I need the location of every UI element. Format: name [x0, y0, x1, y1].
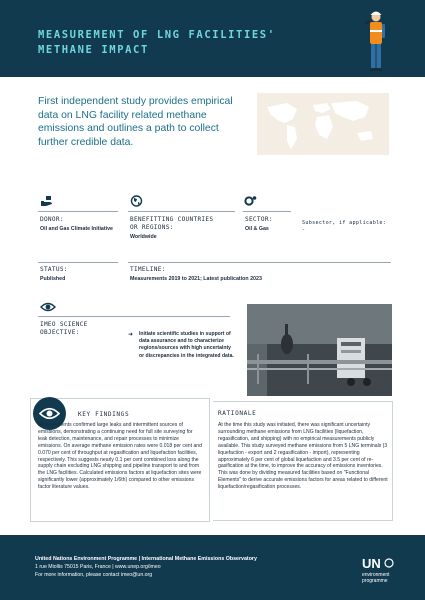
lng-facility-photo — [247, 304, 392, 396]
sector-label: SECTOR: — [245, 216, 273, 223]
donor-label: DONOR: — [40, 216, 64, 223]
divider — [243, 211, 291, 212]
footer-organization: United Nations Environment Programme | International Methane Emissions Observatory — [35, 556, 257, 562]
subsector-label: Subsector, if applicable: — [302, 220, 387, 226]
divider — [38, 262, 118, 263]
benefitting-label — [130, 216, 213, 232]
page-title-line-2: METHANE IMPACT — [38, 44, 149, 56]
divider — [38, 211, 118, 212]
eye-icon — [40, 301, 56, 313]
world-map-icon — [257, 93, 389, 155]
donor-value: Oil and Gas Climate Initiative — [40, 226, 114, 232]
benefitting-label-line-1: BENEFITTING COUNTRIES — [130, 216, 214, 223]
benefitting-value: Worldwide — [130, 234, 157, 240]
status-label: STATUS: — [40, 266, 68, 273]
sector-value: Oil & Gas — [245, 226, 269, 232]
sector-gears-icon — [244, 195, 257, 207]
footer-contact: For more information, please contact imeo@un.org — [35, 572, 153, 578]
worker-illustration-icon — [362, 8, 390, 74]
subsector-value: - — [302, 227, 306, 233]
key-findings-text: Measurements confirmed large leaks and intermittent sources of emissions, demonstrating a continuing need for full site surveying for leak detection, maintenance, and repair processes to minimize emissions. On average methane emission rates were 0.018 per cent and 0.070 per cent of throughput at regasification and liquefaction facilities, respectively. This suggests nearly 0.1 per cent combined loss along the supply chain excluding LNG shipping and pipeline transport to and from the LNG facilities. Calculated emissions factors at liquefaction sites were significantly lower (approximately 1/6th) compared to other emissions factor literature values. — [38, 422, 202, 491]
page-title-line-1: MEASUREMENT OF LNG FACILITIES' — [38, 29, 276, 41]
rationale-title: RATIONALE — [218, 410, 257, 417]
timeline-value: Measurements 2019 to 2021; Latest publication 2023 — [130, 276, 262, 282]
unep-logo-un: UN — [362, 556, 381, 571]
benefitting-label-line-2: OR REGIONS: — [130, 224, 174, 231]
globe-icon — [130, 195, 143, 207]
arrow-right-icon: ➜ — [128, 332, 134, 338]
key-findings-title: KEY FINDINGS — [78, 411, 130, 418]
objective-label-line-2: OBJECTIVE: — [40, 329, 80, 336]
unep-logo-icon — [362, 555, 398, 585]
page-title — [38, 28, 338, 58]
unep-logo-programme: programme — [362, 578, 388, 584]
timeline-label: TIMELINE: — [130, 266, 166, 273]
objective-label — [40, 321, 88, 337]
unep-logo-environment: environment — [362, 572, 390, 578]
divider — [128, 262, 391, 263]
footer-address: 1 rue Miollis 75015 Paris, France | www.unep.org/imeo — [35, 564, 161, 570]
status-value: Published — [40, 276, 66, 282]
divider — [128, 211, 235, 212]
objective-label-line-1: IMEO SCIENCE — [40, 321, 88, 328]
intro-statement: First independent study provides empirical data on LNG facility related methane emissions and outlines a path to collect further credible data. — [38, 96, 233, 148]
eye-icon — [39, 406, 60, 421]
donor-hand-icon — [40, 195, 53, 207]
objective-text: Initiate scientific studies in support of data assurance and to characterize regions/sources with high uncertainty or discrepancies in the integrated data. — [139, 331, 234, 359]
divider — [38, 316, 230, 317]
rationale-text: At the time this study was initiated, there was significant uncertainty surrounding methane emissions from LNG facilities (liquefaction, regasification, and shipping) with no empirical measurements publicly available. This study surveyed methane emissions from 5 LNG terminals (3 liquefaction - export and 2 regasification - import), representing approximately 6 per cent of global liquefaction and 3.5 per cent of re-gasification at the time, to improve the accuracy of emissions inventories. This was done by dividing measured facilities based on "Functional Elements" to derive accurate emissions factors for areas related to different liquefaction/regasification processes. — [218, 422, 388, 491]
